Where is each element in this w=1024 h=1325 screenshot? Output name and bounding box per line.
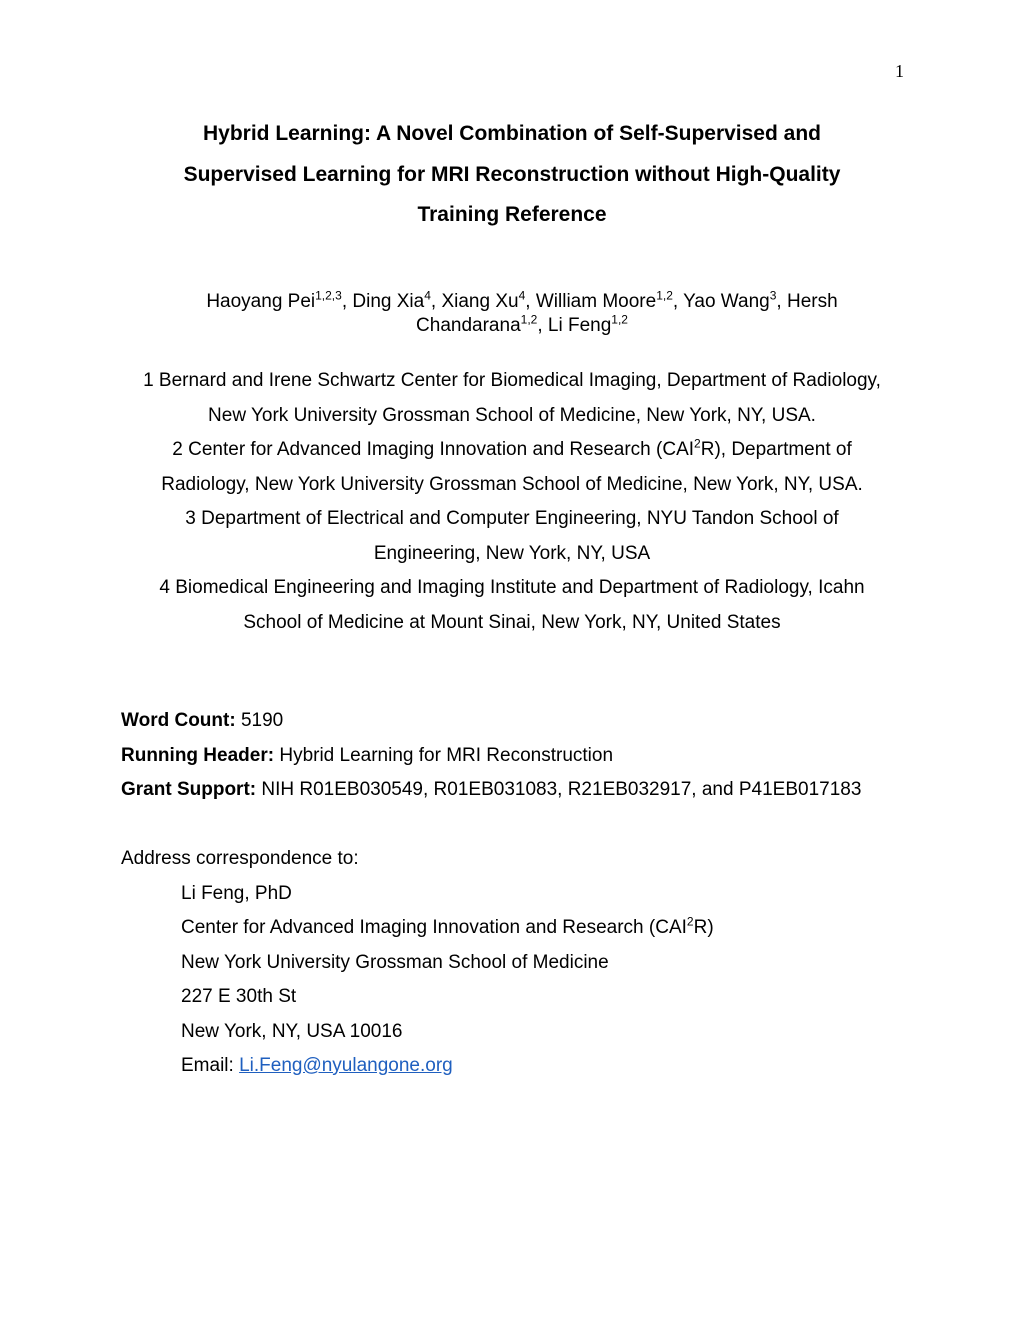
author-name: Hersh Chandarana — [416, 291, 838, 336]
author-separator: , — [672, 291, 684, 312]
author-affiliation: 3 — [769, 288, 777, 303]
correspondence-center — [121, 911, 921, 946]
manuscript-metadata — [121, 704, 921, 808]
author-name: Li Feng — [547, 315, 612, 336]
word-count-label: Word Count: — [121, 710, 236, 731]
running-header — [121, 739, 921, 774]
affiliation-sup: 2 — [694, 436, 701, 451]
correspondence-name: Li Feng, PhD — [181, 882, 292, 904]
correspondence-street: 227 E 30th St — [181, 986, 297, 1007]
author-affiliation: 1,2 — [656, 288, 673, 303]
author-separator: , — [537, 315, 548, 336]
correspondence-email — [121, 1049, 921, 1084]
author-separator: , — [430, 291, 442, 312]
page-number: 1 — [895, 61, 904, 81]
title-line: Training Reference — [417, 203, 607, 226]
grant-support-label: Grant Support: — [121, 779, 257, 800]
author-affiliation: 1,2 — [520, 312, 538, 327]
author-name: Yao Wang — [683, 291, 770, 312]
correspondence-city: New York, NY, USA 10016 — [181, 1020, 403, 1042]
correspondence-school: New York University Grossman School of Medicine — [181, 951, 609, 973]
author-name: Xiang Xu — [441, 291, 519, 312]
author-name: William Moore — [535, 291, 657, 312]
correspondence-block — [121, 842, 921, 1084]
word-count — [121, 704, 921, 739]
grant-support — [121, 773, 921, 808]
author-affiliation: 1,2,3 — [315, 288, 342, 303]
title-line: Supervised Learning for MRI Reconstruction without High-Quality — [183, 162, 841, 186]
author-affiliation: 4 — [424, 288, 431, 303]
affiliation-line — [110, 433, 914, 468]
affiliation-line: 1 Bernard and Irene Schwartz Center for Biomedical Imaging, Department of Radiology, — [143, 370, 881, 391]
running-header-value: Hybrid Learning for MRI Reconstruction — [279, 744, 614, 766]
author-affiliation: 4 — [518, 288, 526, 303]
author-list — [150, 290, 894, 338]
affiliation-line: 4 Biomedical Engineering and Imaging Institute and Department of Radiology, Icahn — [159, 577, 865, 598]
correspondence-center-text: Center for Advanced Imaging Innovation and Research (CAI — [181, 917, 687, 938]
correspondence-heading: Address correspondence to: — [121, 848, 359, 869]
paper-title — [120, 114, 904, 236]
word-count-value: 5190 — [240, 710, 284, 731]
author-separator: , — [341, 291, 353, 312]
correspondence-center-text: R) — [693, 917, 714, 938]
author-name: Ding Xia — [352, 291, 425, 312]
email-label: Email: — [181, 1055, 240, 1076]
affiliation-text: 2 Center for Advanced Imaging Innovation and Research (CAI — [172, 439, 695, 460]
affiliation-line: Engineering, New York, NY, USA — [373, 542, 651, 564]
title-line: Hybrid Learning: A Novel Combination of Self-Supervised and — [202, 122, 821, 145]
running-header-label: Running Header: — [121, 744, 275, 766]
affiliation-line: Radiology, New York University Grossman School of Medicine, New York, NY, USA. — [161, 473, 863, 495]
email-link[interactable]: Li.Feng@nyulangone.org — [239, 1055, 453, 1076]
author-separator: , — [776, 291, 787, 312]
affiliation-text: R), Department of — [700, 439, 852, 460]
affiliation-list — [110, 364, 914, 640]
grant-support-value: NIH R01EB030549, R01EB031083, R21EB032917, and P41EB017183 — [261, 779, 862, 800]
affiliation-line: School of Medicine at Mount Sinai, New York, NY, United States — [243, 611, 781, 633]
author-affiliation: 1,2 — [611, 312, 628, 327]
affiliation-line: New York University Grossman School of Medicine, New York, NY, USA. — [208, 404, 816, 426]
author-separator: , — [525, 291, 536, 312]
author-name: Haoyang Pei — [206, 291, 316, 312]
affiliation-line: 3 Department of Electrical and Computer Engineering, NYU Tandon School of — [185, 508, 839, 529]
correspondence-center-sup: 2 — [686, 914, 694, 929]
